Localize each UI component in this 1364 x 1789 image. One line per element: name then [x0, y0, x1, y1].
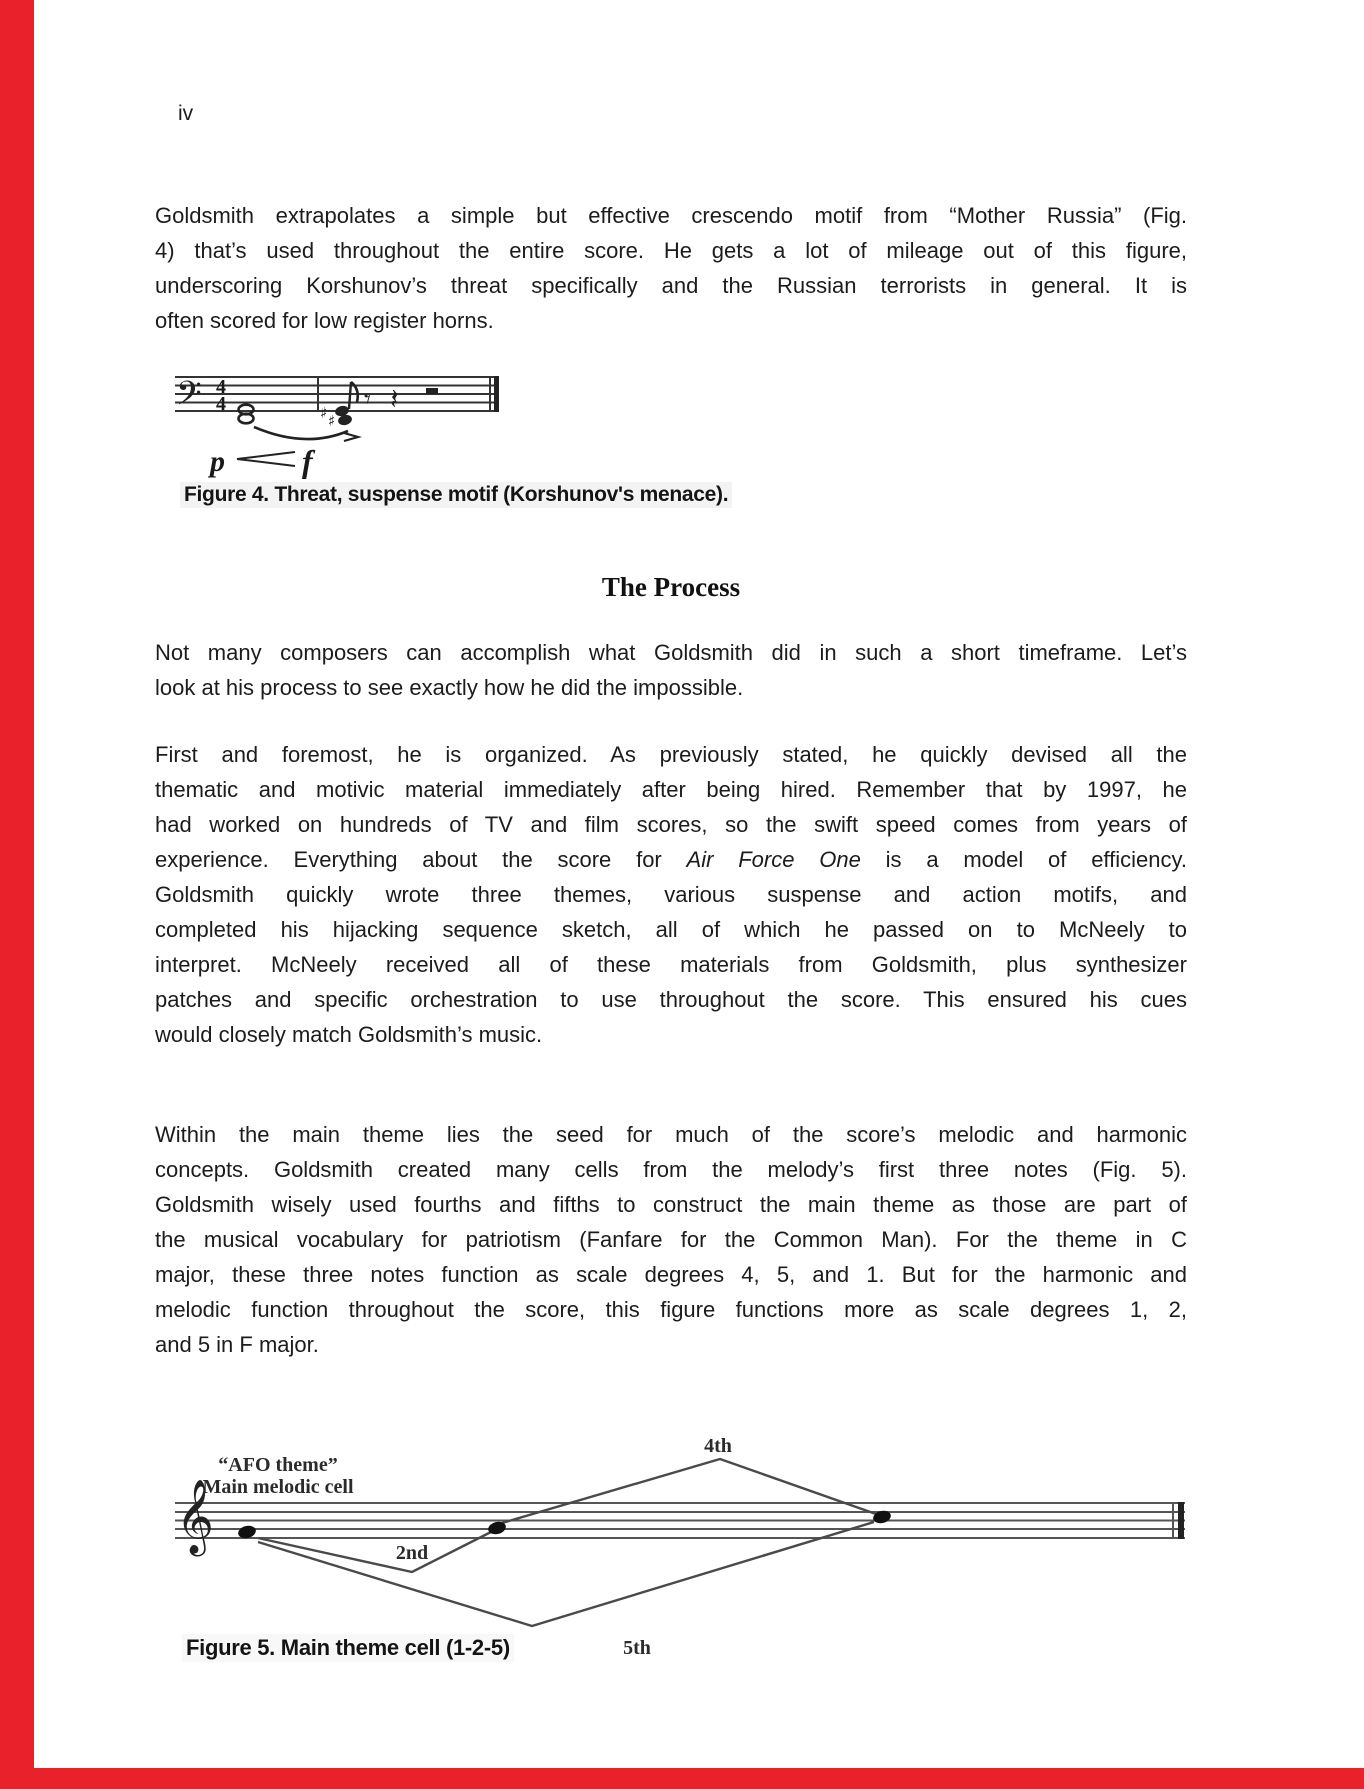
section-heading: The Process	[601, 572, 741, 602]
paragraph-line: 4) that’s used throughout the entire score. He gets a lot of mileage out of this figure,	[155, 238, 1187, 263]
interval-label-5th: 5th	[623, 1637, 651, 1659]
sharp-icon: ♯	[328, 412, 336, 430]
dynamic-forte: f	[302, 443, 313, 479]
paragraph-3	[155, 737, 1187, 1052]
paragraph-line: concepts. Goldsmith created many cells from the melody’s first three notes (Fig. 5).	[155, 1157, 1187, 1182]
bass-clef-icon: 𝄢	[176, 375, 202, 421]
paragraph-line: underscoring Korshunov’s threat specifically and the Russian terrorists in general. It is	[155, 273, 1187, 298]
paragraph-line: Within the main theme lies the seed for much of the score’s melodic and harmonic	[155, 1122, 1187, 1147]
main-melodic-cell-label: Main melodic cell	[202, 1476, 354, 1498]
paragraph-line: Not many composers can accomplish what Goldsmith did in such a short timeframe. Let’s	[155, 640, 1187, 665]
paragraph-line: completed his hijacking sequence sketch, all of which he passed on to McNeely to	[155, 917, 1187, 942]
interval-label-4th: 4th	[704, 1435, 732, 1457]
time-signature-top: 4	[216, 376, 226, 398]
paragraph-line: interpret. McNeely received all of these materials from Goldsmith, plus synthesizer	[155, 952, 1187, 977]
paragraph-1	[155, 198, 1187, 338]
interval-line-4th	[502, 1459, 876, 1523]
quarter-rest-icon: 𝄽	[390, 382, 399, 416]
left-edge-bar	[0, 0, 34, 1789]
italic-title: Air Force One	[686, 847, 861, 872]
paragraph-2	[155, 635, 1187, 705]
dynamic-piano: p	[210, 445, 225, 478]
whole-note-octave	[239, 405, 254, 424]
paragraph-line: melodic function throughout the score, this figure functions more as scale degrees 1, 2,	[155, 1297, 1187, 1322]
paragraph-line: major, these three notes function as scale degrees 4, 5, and 1. But for the harmonic and	[155, 1262, 1187, 1287]
paragraph-4	[155, 1117, 1187, 1362]
paragraph-line: Goldsmith wisely used fourths and fifths to construct the main theme as those are part of	[155, 1192, 1187, 1217]
afo-theme-label: “AFO theme”	[218, 1454, 338, 1476]
eighth-rest-icon: 𝄾	[364, 385, 371, 415]
bottom-edge-bar	[0, 1768, 1364, 1789]
paragraph-line: thematic and motivic material immediately after being hired. Remember that by 1997, he	[155, 777, 1187, 802]
paragraph-line: the musical vocabulary for patriotism (Fanfare for the Common Man). For the theme in C	[155, 1227, 1187, 1252]
paragraph-line: look at his process to see exactly how he did the impossible.	[155, 675, 744, 700]
paragraph-line: patches and specific orchestration to use throughout the score. This ensured his cues	[155, 987, 1187, 1012]
time-signature-bottom: 4	[216, 393, 226, 415]
figure4-caption: Figure 4. Threat, suspense motif (Korshunov's menace).	[180, 482, 732, 508]
final-barline-thick	[1178, 1502, 1184, 1539]
final-barline-thick	[494, 376, 499, 412]
staff-lines	[175, 1502, 1185, 1539]
crescendo-hairpin	[237, 452, 295, 466]
treble-clef-icon: 𝄞	[176, 1480, 214, 1554]
noteheads	[237, 1509, 892, 1540]
paragraph-line: and 5 in F major.	[155, 1332, 319, 1357]
interval-label-2nd: 2nd	[395, 1542, 429, 1564]
half-rest	[426, 388, 438, 394]
paragraph-line: had worked on hundreds of TV and film scores, so the swift speed comes from years of	[155, 812, 1187, 837]
paragraph-line: First and foremost, he is organized. As previously stated, he quickly devised all the	[155, 742, 1187, 767]
paragraph-line: Goldsmith extrapolates a simple but effective crescendo motif from “Mother Russia” (Fig.	[155, 203, 1187, 228]
accent-icon	[344, 433, 358, 441]
page-number: iv	[178, 102, 194, 125]
paragraph-line-italic-title: experience. Everything about the score for Air Force One is a model of efficiency.	[155, 847, 1187, 872]
sharp-icon: ♯	[320, 404, 328, 422]
paragraph-line: Goldsmith quickly wrote three themes, various suspense and action motifs, and	[155, 882, 1187, 907]
paragraph-line: would closely match Goldsmith’s music.	[155, 1022, 543, 1047]
paragraph-line: often scored for low register horns.	[155, 308, 494, 333]
figure5-caption: Figure 5. Main theme cell (1-2-5)	[182, 1634, 514, 1662]
